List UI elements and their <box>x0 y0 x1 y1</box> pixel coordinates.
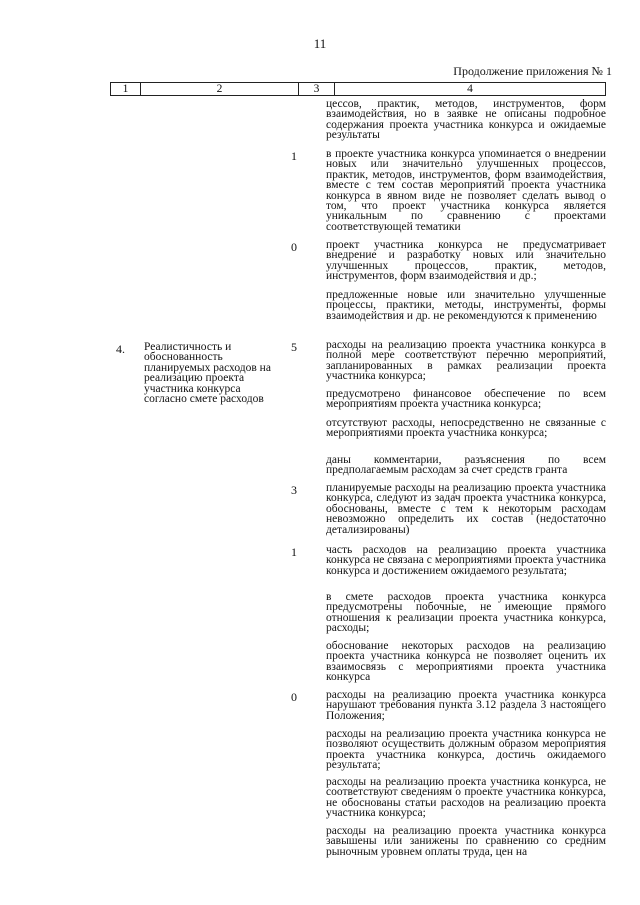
paragraph: отсутствуют расходы, непосредственно не связанные с мероприятиями проекта участника конкурса; <box>326 417 606 440</box>
paragraph: расходы на реализацию проекта участника конкурса, не соответствуют сведениям о проекте участника конкурса, не обоснованы статьи расходов на реализацию проекта участника конкурса; <box>326 776 606 820</box>
table-header-row <box>110 82 606 96</box>
criterion-text: Реалистичность и обоснованность планируемых расходов на реализацию проекта участника конкурса согласно смете расходов <box>144 341 271 406</box>
score: 1 <box>291 545 297 559</box>
header-col-2: 2 <box>141 83 299 95</box>
paragraph: часть расходов на реализацию проекта участника конкурса не связана с мероприятиями проекта участника конкурса и достижением ожидаемого результата; <box>326 544 606 577</box>
paragraph: обоснование некоторых расходов на реализацию проекта участника конкурса не позволяет оценить их взаимосвязь с мероприятиями проекта участника конкурса <box>326 640 606 684</box>
paragraph: цессов, практик, методов, инструментов, форм взаимодействия, но в заявке не описаны подробное содержания проекта участника конкурса и ожидаемые результаты <box>326 98 606 142</box>
paragraph: предусмотрено финансовое обеспечение по всем мероприятиям проекта участника конкурса; <box>326 388 606 411</box>
paragraph: расходы на реализацию проекта участника конкурса завышены или занижены по сравнению со средним рыночным уровнем оплаты труда, цен на <box>326 825 606 858</box>
paragraph: проект участника конкурса не предусматривает внедрение и разработку новых или значительно улучшенных процессов, практик, методов, инструментов, форм взаимодействия и др.; <box>326 239 606 283</box>
score: 1 <box>291 149 297 163</box>
page-number: 11 <box>313 36 327 51</box>
header-col-4: 4 <box>467 83 473 95</box>
score: 0 <box>291 690 297 704</box>
paragraph: расходы на реализацию проекта участника конкурса не позволяют осуществить должным образом мероприятия проекта участника конкурса, достичь ожидаемого результата; <box>326 728 606 772</box>
paragraph: предложенные новые или значительно улучшенные процессы, практики, методы, инструменты, формы взаимодействия и др. не рекомендуются к применению <box>326 289 606 322</box>
header-col-3: 3 <box>299 83 335 95</box>
continuation-label: Продолжение приложения № 1 <box>453 64 612 78</box>
score: 5 <box>291 340 297 354</box>
header-col-1: 1 <box>111 83 141 95</box>
paragraph: в смете расходов проекта участника конкурса предусмотрены побочные, не имеющие прямого отношения к реализации проекта участника конкурса, расходы; <box>326 591 606 635</box>
score: 3 <box>291 483 297 497</box>
paragraph: планируемые расходы на реализацию проекта участника конкурса, следуют из задач проекта участника конкурса, обоснованы, вместе с тем к некоторым расходам невозможно определить их состав (недостаточно детализированы) <box>326 482 606 536</box>
paragraph: расходы на реализацию проекта участника конкурса нарушают требования пункта 3.12 раздела 3 настоящего Положения; <box>326 689 606 722</box>
criterion-number: 4. <box>116 342 125 356</box>
score: 0 <box>291 240 297 254</box>
paragraph: в проекте участника конкурса упоминается о внедрении новых или значительно улучшенных процессов, практик, методов, инструментов, форм взаимодействия, вместе с тем состав мероприятий проекта участника конкурса в явном виде не позволяет сделать вывод о том, что проект участника конкурса является уникальным по сравнению с проектами соответствующей тематики <box>326 148 606 233</box>
paragraph: расходы на реализацию проекта участника конкурса в полной мере соответствуют перечню мероприятий, запланированных в рамках реализации проекта участника конкурса; <box>326 339 606 383</box>
paragraph: даны комментарии, разъяснения по всем предполагаемым расходам за счет средств гранта <box>326 454 606 477</box>
